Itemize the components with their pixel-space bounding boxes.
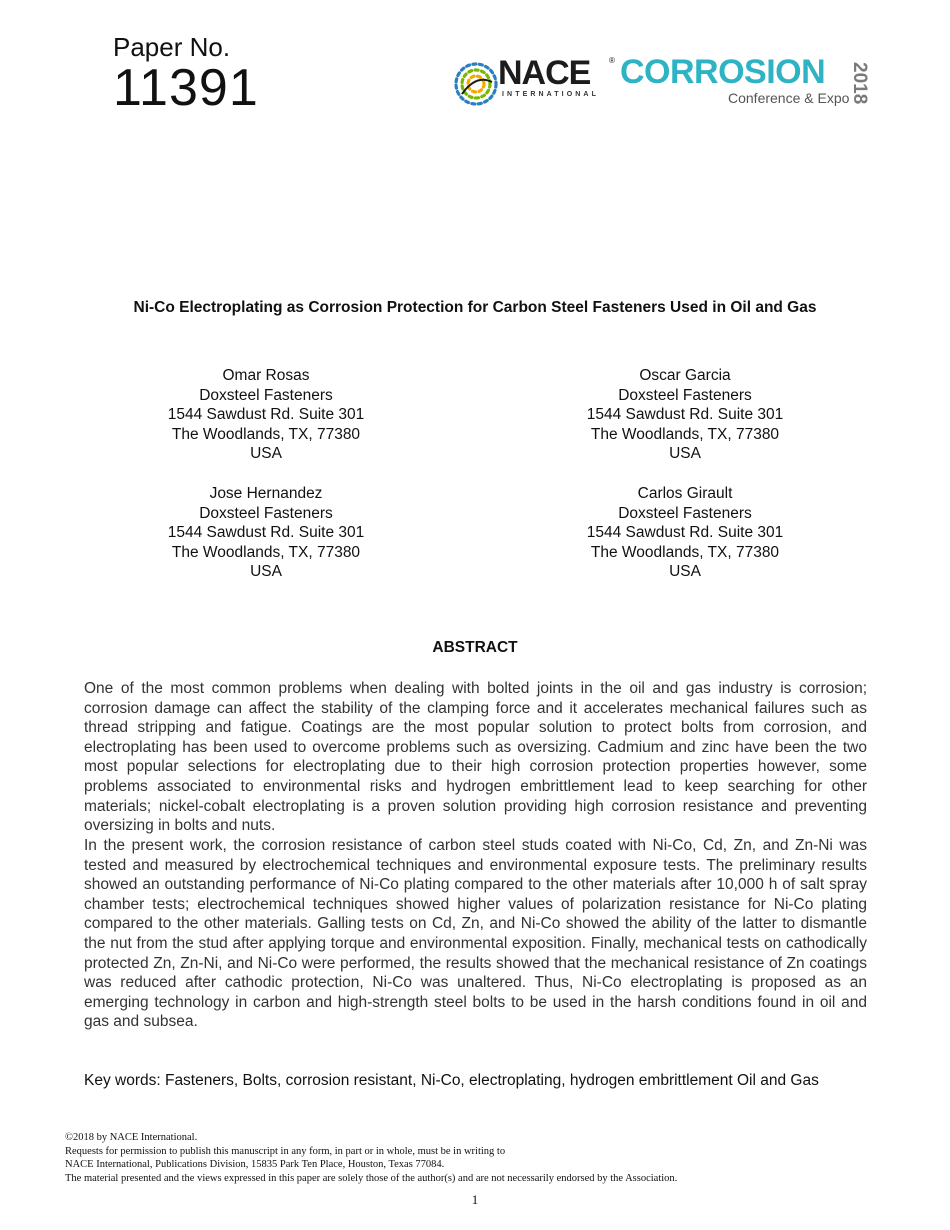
author-block-1	[106, 366, 426, 464]
author-block-4	[525, 484, 845, 582]
permission-line: Requests for permission to publish this manuscript in any form, in part or in whole, must be in writing to	[65, 1145, 506, 1157]
author-block-3	[106, 484, 426, 582]
author-org: Doxsteel Fasteners	[199, 386, 333, 404]
paper-number: 11391	[113, 59, 259, 117]
author-street: 1544 Sawdust Rd. Suite 301	[167, 524, 365, 542]
author-name: Omar Rosas	[222, 367, 310, 384]
author-city: The Woodlands, TX, 77380	[171, 543, 361, 561]
paper-label: Paper No.	[113, 32, 231, 62]
disclaimer-line: The material presented and the views expressed in this paper are solely those of the author(s) and are not necessarily endorsed by the Association.	[65, 1172, 678, 1184]
author-city: The Woodlands, TX, 77380	[590, 543, 780, 561]
author-street: 1544 Sawdust Rd. Suite 301	[586, 524, 784, 542]
author-org: Doxsteel Fasteners	[618, 386, 752, 404]
author-street: 1544 Sawdust Rd. Suite 301	[586, 406, 784, 424]
author-city: The Woodlands, TX, 77380	[590, 425, 780, 443]
paper-number-block	[113, 32, 259, 117]
author-name: Carlos Girault	[637, 485, 733, 502]
author-country: USA	[669, 445, 701, 463]
abstract-heading: ABSTRACT	[432, 639, 518, 656]
copyright-footer	[65, 1131, 677, 1185]
corrosion-wordmark: CORROSION	[620, 53, 826, 91]
author-city: The Woodlands, TX, 77380	[171, 425, 361, 443]
author-name: Jose Hernandez	[209, 485, 323, 502]
author-block-2	[525, 366, 845, 464]
nace-wordmark: NACE	[498, 54, 591, 92]
nace-international-text: INTERNATIONAL	[502, 91, 599, 98]
author-country: USA	[669, 563, 701, 581]
conference-expo-text: Conference & Expo	[728, 90, 850, 106]
address-line: NACE International, Publications Division, 15835 Park Ten Place, Houston, Texas 77084.	[65, 1159, 445, 1171]
keywords: Key words: Fasteners, Bolts, corrosion resistant, Ni-Co, electroplating, hydrogen embrittlement Oil and Gas	[84, 1072, 819, 1089]
copyright-line: ©2018 by NACE International.	[65, 1132, 198, 1143]
author-org: Doxsteel Fasteners	[618, 504, 752, 522]
author-org: Doxsteel Fasteners	[199, 504, 333, 522]
author-name: Oscar Garcia	[639, 367, 731, 384]
conference-year: 2018	[849, 62, 870, 105]
registered-mark: ®	[609, 56, 615, 65]
author-country: USA	[250, 563, 282, 581]
author-country: USA	[250, 445, 282, 463]
abstract-paragraph-1: One of the most common problems when dealing with bolted joints in the oil and gas industry is corrosion; corrosion damage can affect the stability of the clamping force and it accelerates mechanical failures such as thread stripping and fatigue. Coatings are the most popular solution to protect bolts from corrosion, and electroplating has been used to overcome problems such as oversizing. Cadmium and zinc have been the two most popular selections for electroplating due to their high corrosion protection properties however, some problems associated to environmental risks and hydrogen embrittlement lead to keep searching for other materials; nickel-cobalt electroplating is a proven solution providing high corrosion resistance and preventing oversizing in bolts and nuts.	[84, 680, 867, 835]
paper-title: Ni-Co Electroplating as Corrosion Protection for Carbon Steel Fasteners Used in Oil and Gas	[133, 299, 817, 316]
nace-corrosion-logo	[452, 50, 902, 120]
abstract-paragraph-2: In the present work, the corrosion resistance of carbon steel studs coated with Ni-Co, Cd, Zn, and Zn-Ni was tested and measured by electrochemical techniques and environmental exposure tests. The preliminary results showed an outstanding performance of Ni-Co plating compared to the other materials after 10,000 h of salt spray chamber tests; electrochemical techniques showed higher values of polarization resistance for Ni-Co plating compared to the other materials. Galling tests on Cd, Zn, and Ni-Co showed the ability of the latter to dismantle the nut from the stud after applying torque and environmental exposition. Finally, mechanical tests on cathodically protected Zn, Zn-Ni, and Ni-Co were performed, the results showed that the mechanical resistance of Zn coatings was reduced after cathodic protection, Ni-Co was unaltered. Thus, Ni-Co electroplating is proposed as an emerging technology in carbon and high-strength steel bolts to be used in the harsh conditions found in oil and gas and subsea.	[84, 837, 867, 1031]
nace-globe-icon	[452, 60, 500, 108]
page-number: 1	[471, 1192, 479, 1207]
author-street: 1544 Sawdust Rd. Suite 301	[167, 406, 365, 424]
